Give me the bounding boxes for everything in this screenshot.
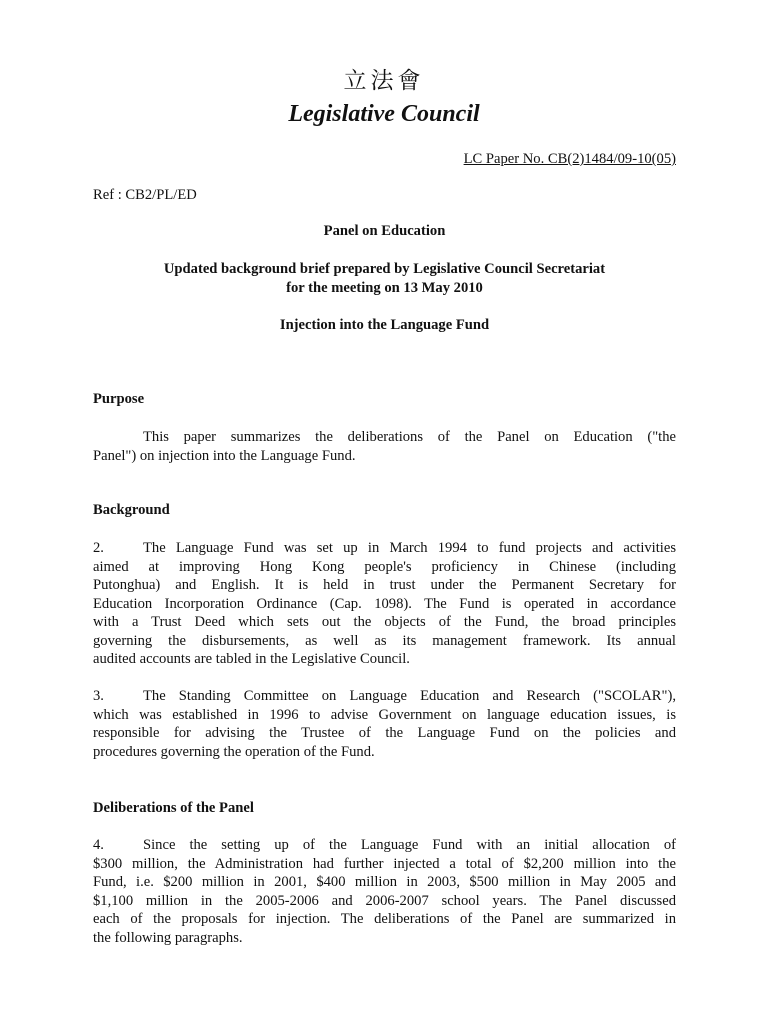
paragraph-line: Panel") on injection into the Language Fund. [93, 447, 356, 464]
paragraph-4 [93, 836, 676, 947]
paragraph-line: with a Trust Deed which sets out the objects of the Fund, the broad principles [93, 614, 676, 630]
paragraph-line: This paper summarizes the deliberations of the Panel on Education ("the [143, 429, 676, 445]
paragraph-line: audited accounts are tabled in the Legislative Council. [93, 651, 410, 667]
paragraph-number: 4. [93, 837, 104, 853]
purpose-paragraph [93, 428, 676, 465]
paragraph-line: the following paragraphs. [93, 929, 243, 946]
paragraph-number: 3. [93, 688, 104, 704]
paragraph-2 [93, 539, 676, 669]
paragraph-line: which was established in 1996 to advise Government on language education issues, is [93, 706, 676, 723]
paragraph-line: each of the proposals for injection. The deliberations of the Panel are summarized in [93, 911, 676, 927]
paragraph-line: governing the disbursements, as well as its management framework. Its annual [93, 632, 676, 649]
paragraph-line: 4. Since the setting up of the Language Fund with an initial allocation of [93, 837, 676, 853]
paragraph-line: aimed at improving Hong Kong people's proficiency in Chinese (including [93, 558, 676, 575]
background-heading: Background [93, 502, 170, 518]
paragraph-line: 3. The Standing Committee on Language Education and Research ("SCOLAR"), [93, 688, 676, 704]
paragraph-line: $1,100 million in the 2005-2006 and 2006-2007 school years. The Panel discussed [93, 892, 676, 909]
paragraph-line: responsible for advising the Trustee of the Language Fund on the policies and [93, 725, 676, 741]
subject-title: Injection into the Language Fund [279, 317, 490, 333]
paragraph-line: Fund, i.e. $200 million in 2001, $400 million in 2003, $500 million in May 2005 and [93, 874, 676, 890]
brief-title-line-1: Updated background brief prepared by Legislative Council Secretariat [163, 261, 606, 277]
panel-title: Panel on Education [323, 223, 446, 239]
brief-title-line-2: for the meeting on 13 May 2010 [286, 280, 483, 296]
paragraph-3 [93, 687, 676, 761]
reference: Ref : CB2/PL/ED [93, 187, 197, 203]
paragraph-line: procedures governing the operation of the Fund. [93, 743, 375, 760]
chinese-title: 立法會 [343, 68, 425, 94]
paragraph-line: Putonghua) and English. It is held in trust under the Permanent Secretary for [93, 577, 676, 593]
paper-number: LC Paper No. CB(2)1484/09-10(05) [463, 151, 676, 167]
paragraph-number: 2. [93, 540, 104, 556]
council-title: Legislative Council [288, 101, 480, 127]
paragraph-line: 2. The Language Fund was set up in March 1994 to fund projects and activities [93, 540, 676, 556]
deliberations-heading: Deliberations of the Panel [93, 800, 254, 816]
paragraph-line: $300 million, the Administration had further injected a total of $2,200 million into the [93, 855, 676, 872]
purpose-heading: Purpose [93, 391, 145, 407]
paragraph-line: Education Incorporation Ordinance (Cap. 1098). The Fund is operated in accordance [93, 595, 676, 612]
